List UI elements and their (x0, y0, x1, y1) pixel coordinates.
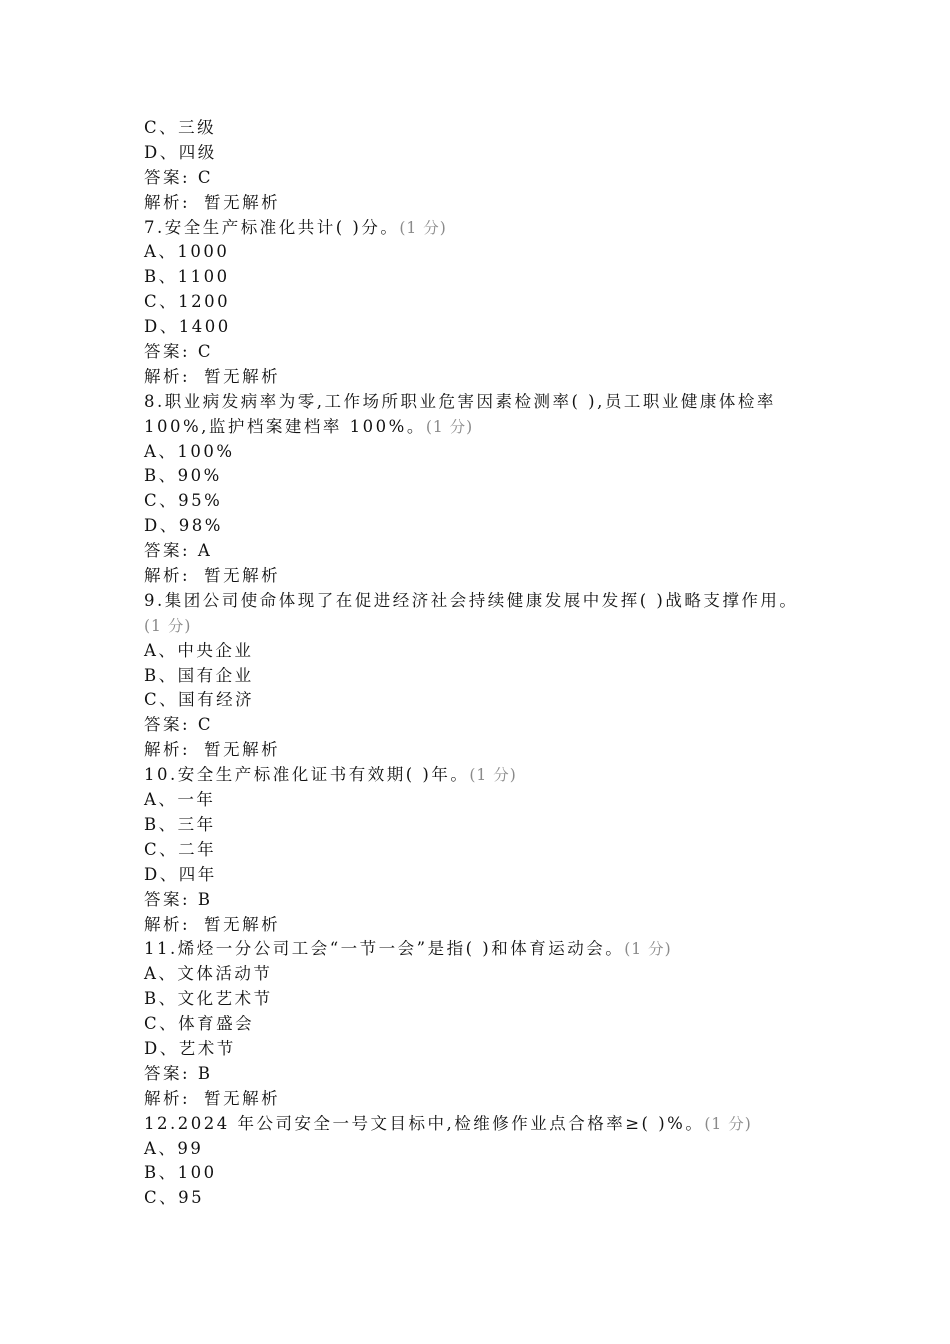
question-stem (144, 763, 824, 788)
question-stem-continued (144, 415, 824, 440)
option-c: C、1200 (144, 292, 231, 312)
option-a: A、1000 (144, 242, 230, 262)
option-c: C、95% (144, 491, 223, 511)
answer-line (144, 539, 824, 564)
explain-label: 解析: (144, 192, 191, 212)
option-c: C、体育盛会 (144, 1014, 255, 1034)
question-stem (144, 390, 824, 415)
option-d: D、1400 (144, 317, 231, 337)
explain-text: 暂无解析 (204, 1088, 281, 1108)
option-d: D、艺术节 (144, 1038, 236, 1058)
explain-line (144, 1087, 824, 1112)
explain-label: 解析: (144, 1088, 191, 1108)
answer-value: C (197, 342, 213, 362)
question-text: 100%,监护档案建档率 100%。 (144, 416, 426, 436)
answer-line (144, 713, 824, 738)
option-c: C、二年 (144, 839, 217, 859)
explain-text: 暂无解析 (204, 366, 281, 386)
explain-text: 暂无解析 (204, 566, 281, 586)
answer-label: 答案: (144, 1063, 191, 1083)
question-stem (144, 937, 824, 962)
score-label: (1 分) (399, 218, 447, 237)
question-text: 10.安全生产标准化证书有效期( )年。 (144, 765, 470, 785)
answer-line (144, 888, 824, 913)
score-label: (1 分) (704, 1114, 752, 1133)
score-label: (1 分) (144, 616, 192, 635)
explain-line (144, 913, 824, 938)
question-text: 12.2024 年公司安全一号文目标中,检维修作业点合格率≥( )%。 (144, 1113, 705, 1133)
answer-line (144, 166, 824, 191)
explain-label: 解析: (144, 566, 191, 586)
answer-value: B (197, 889, 213, 909)
explain-line (144, 365, 824, 390)
question-text: 11.烯烃一分公司工会“一节一会”是指( )和体育运动会。 (144, 939, 625, 959)
question-text: 9.集团公司使命体现了在促进经济社会持续健康发展中发挥( )战略支撑作用。 (144, 590, 799, 610)
answer-value: B (197, 1063, 213, 1083)
answer-value: A (197, 541, 213, 561)
answer-label: 答案: (144, 342, 191, 362)
option-d: D、四年 (144, 864, 217, 884)
answer-value: C (197, 715, 213, 735)
answer-line (144, 340, 824, 365)
score-label: (1 分) (624, 940, 672, 959)
answer-label: 答案: (144, 889, 191, 909)
option-b: B、国有企业 (144, 665, 254, 685)
option-a: A、中央企业 (144, 640, 254, 660)
explain-text: 暂无解析 (204, 914, 281, 934)
question-stem (144, 216, 824, 241)
question-stem (144, 589, 824, 614)
document-page (144, 116, 824, 1211)
explain-line (144, 738, 824, 763)
option-a: A、100% (144, 441, 235, 461)
explain-text: 暂无解析 (204, 740, 281, 760)
option-b: B、90% (144, 466, 222, 486)
question-score-line (144, 614, 824, 639)
option-b: B、1100 (144, 267, 230, 287)
option-a: A、文体活动节 (144, 964, 273, 984)
answer-label: 答案: (144, 715, 191, 735)
option-c: C、国有经济 (144, 690, 255, 710)
score-label: (1 分) (469, 766, 517, 785)
question-stem (144, 1112, 824, 1137)
score-label: (1 分) (425, 417, 474, 436)
explain-label: 解析: (144, 914, 191, 934)
option-a: A、99 (144, 1138, 204, 1158)
explain-label: 解析: (144, 740, 191, 760)
option-c: C、95 (144, 1188, 205, 1208)
option-d: D、四级 (144, 142, 217, 162)
answer-label: 答案: (144, 167, 191, 187)
explain-text: 暂无解析 (204, 192, 281, 212)
answer-label: 答案: (144, 541, 191, 561)
option-c: C、三级 (144, 118, 217, 137)
explain-label: 解析: (144, 366, 191, 386)
option-b: B、文化艺术节 (144, 989, 273, 1009)
option-b: B、三年 (144, 814, 216, 834)
question-text: 8.职业病发病率为零,工作场所职业危害因素检测率( ),员工职业健康体检率 (144, 391, 776, 411)
explain-line (144, 191, 824, 216)
explain-line (144, 564, 824, 589)
option-a: A、一年 (144, 790, 216, 810)
answer-value: C (197, 167, 213, 187)
answer-line (144, 1062, 824, 1087)
option-b: B、100 (144, 1163, 217, 1183)
question-text: 7.安全生产标准化共计( )分。 (144, 217, 400, 237)
option-d: D、98% (144, 516, 223, 536)
